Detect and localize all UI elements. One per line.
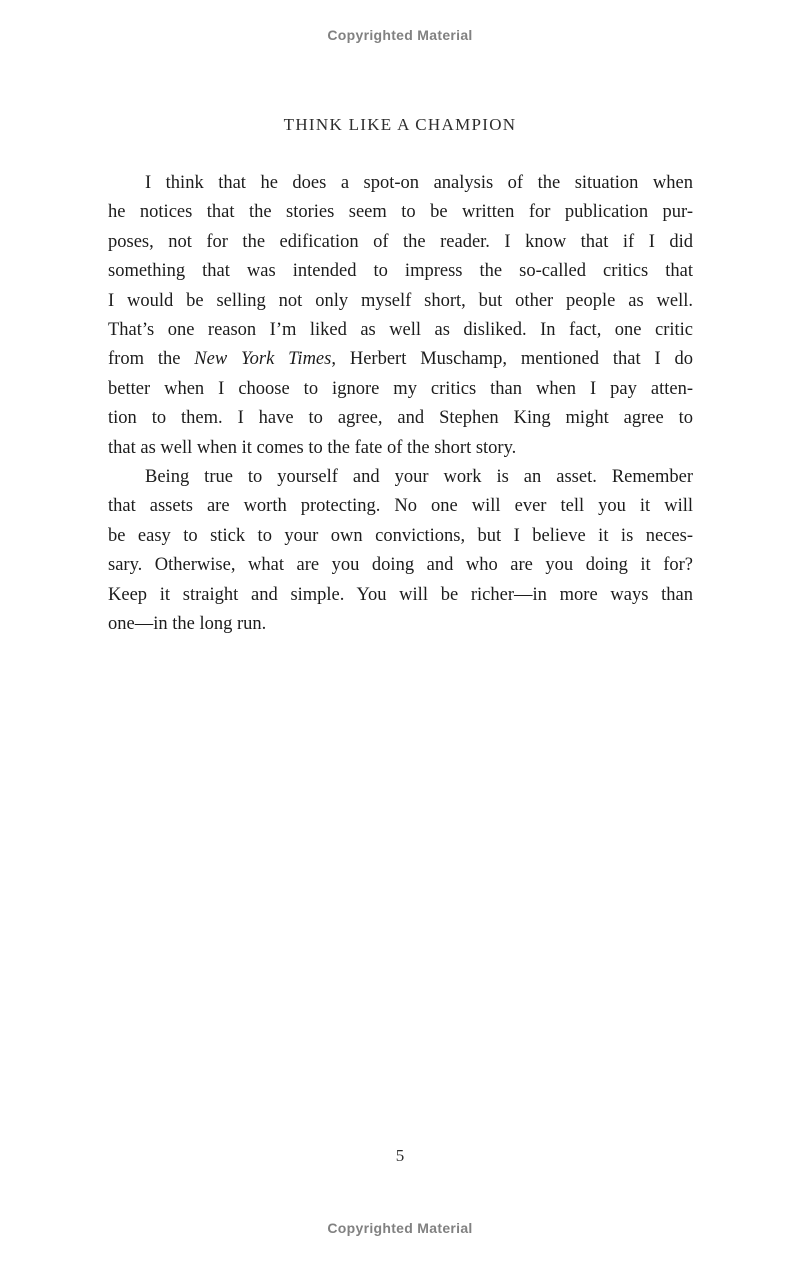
text-line (108, 345, 693, 374)
text-segment: poses, not for the edification of the reader. I know that if I did (108, 231, 693, 252)
text-segment: Keep it straight and simple. You will be richer—in more ways than (108, 584, 693, 605)
text-line (108, 257, 693, 286)
text-line (108, 551, 693, 580)
text-segment: that as well when it comes to the fate of the short story. (108, 437, 517, 458)
text-segment: from the (108, 349, 195, 370)
text-segment: that assets are worth protecting. No one will ever tell you it will (108, 496, 693, 517)
text-line (108, 581, 693, 610)
chapter-running-head: THINK LIKE A CHAMPION (283, 115, 517, 134)
text-line (108, 463, 693, 492)
text-line (108, 610, 693, 639)
text-line (108, 228, 693, 257)
text-line (108, 316, 693, 345)
text-segment: be easy to stick to your own convictions, but I believe it is neces- (108, 525, 693, 546)
text-segment: he notices that the stories seem to be written for publication pur- (108, 202, 693, 223)
text-line (108, 404, 693, 433)
text-line (108, 522, 693, 551)
text-segment: better when I choose to ignore my critics than when I pay atten- (108, 378, 693, 399)
text-segment: Being true to yourself and your work is an asset. Remember (145, 467, 693, 488)
text-segment: something that was intended to impress the so-called critics that (108, 261, 693, 282)
text-segment: tion to them. I have to agree, and Stephen King might agree to (108, 408, 693, 429)
text-segment: sary. Otherwise, what are you doing and who are you doing it for? (108, 555, 693, 576)
copyright-notice-top: Copyrighted Material (327, 27, 473, 43)
italic-text: New York Times (194, 349, 332, 370)
text-line (108, 198, 693, 227)
text-line (108, 375, 693, 404)
body-text (108, 169, 693, 640)
text-line (108, 434, 693, 463)
text-segment: one—in the long run. (108, 614, 267, 635)
text-segment: I would be selling not only myself short, but other people as well. (108, 290, 693, 311)
text-segment: , Herbert Muschamp, mentioned that I do (331, 349, 694, 370)
text-line (108, 492, 693, 521)
text-segment: I think that he does a spot-on analysis of the situation when (145, 173, 693, 193)
page-number: 5 (395, 1146, 405, 1165)
paragraph (108, 463, 693, 639)
copyright-notice-bottom: Copyrighted Material (327, 1220, 473, 1236)
text-segment: That’s one reason I’m liked as well as disliked. In fact, one critic (108, 320, 693, 341)
text-line (108, 169, 693, 198)
paragraph (108, 169, 693, 463)
text-line (108, 287, 693, 316)
